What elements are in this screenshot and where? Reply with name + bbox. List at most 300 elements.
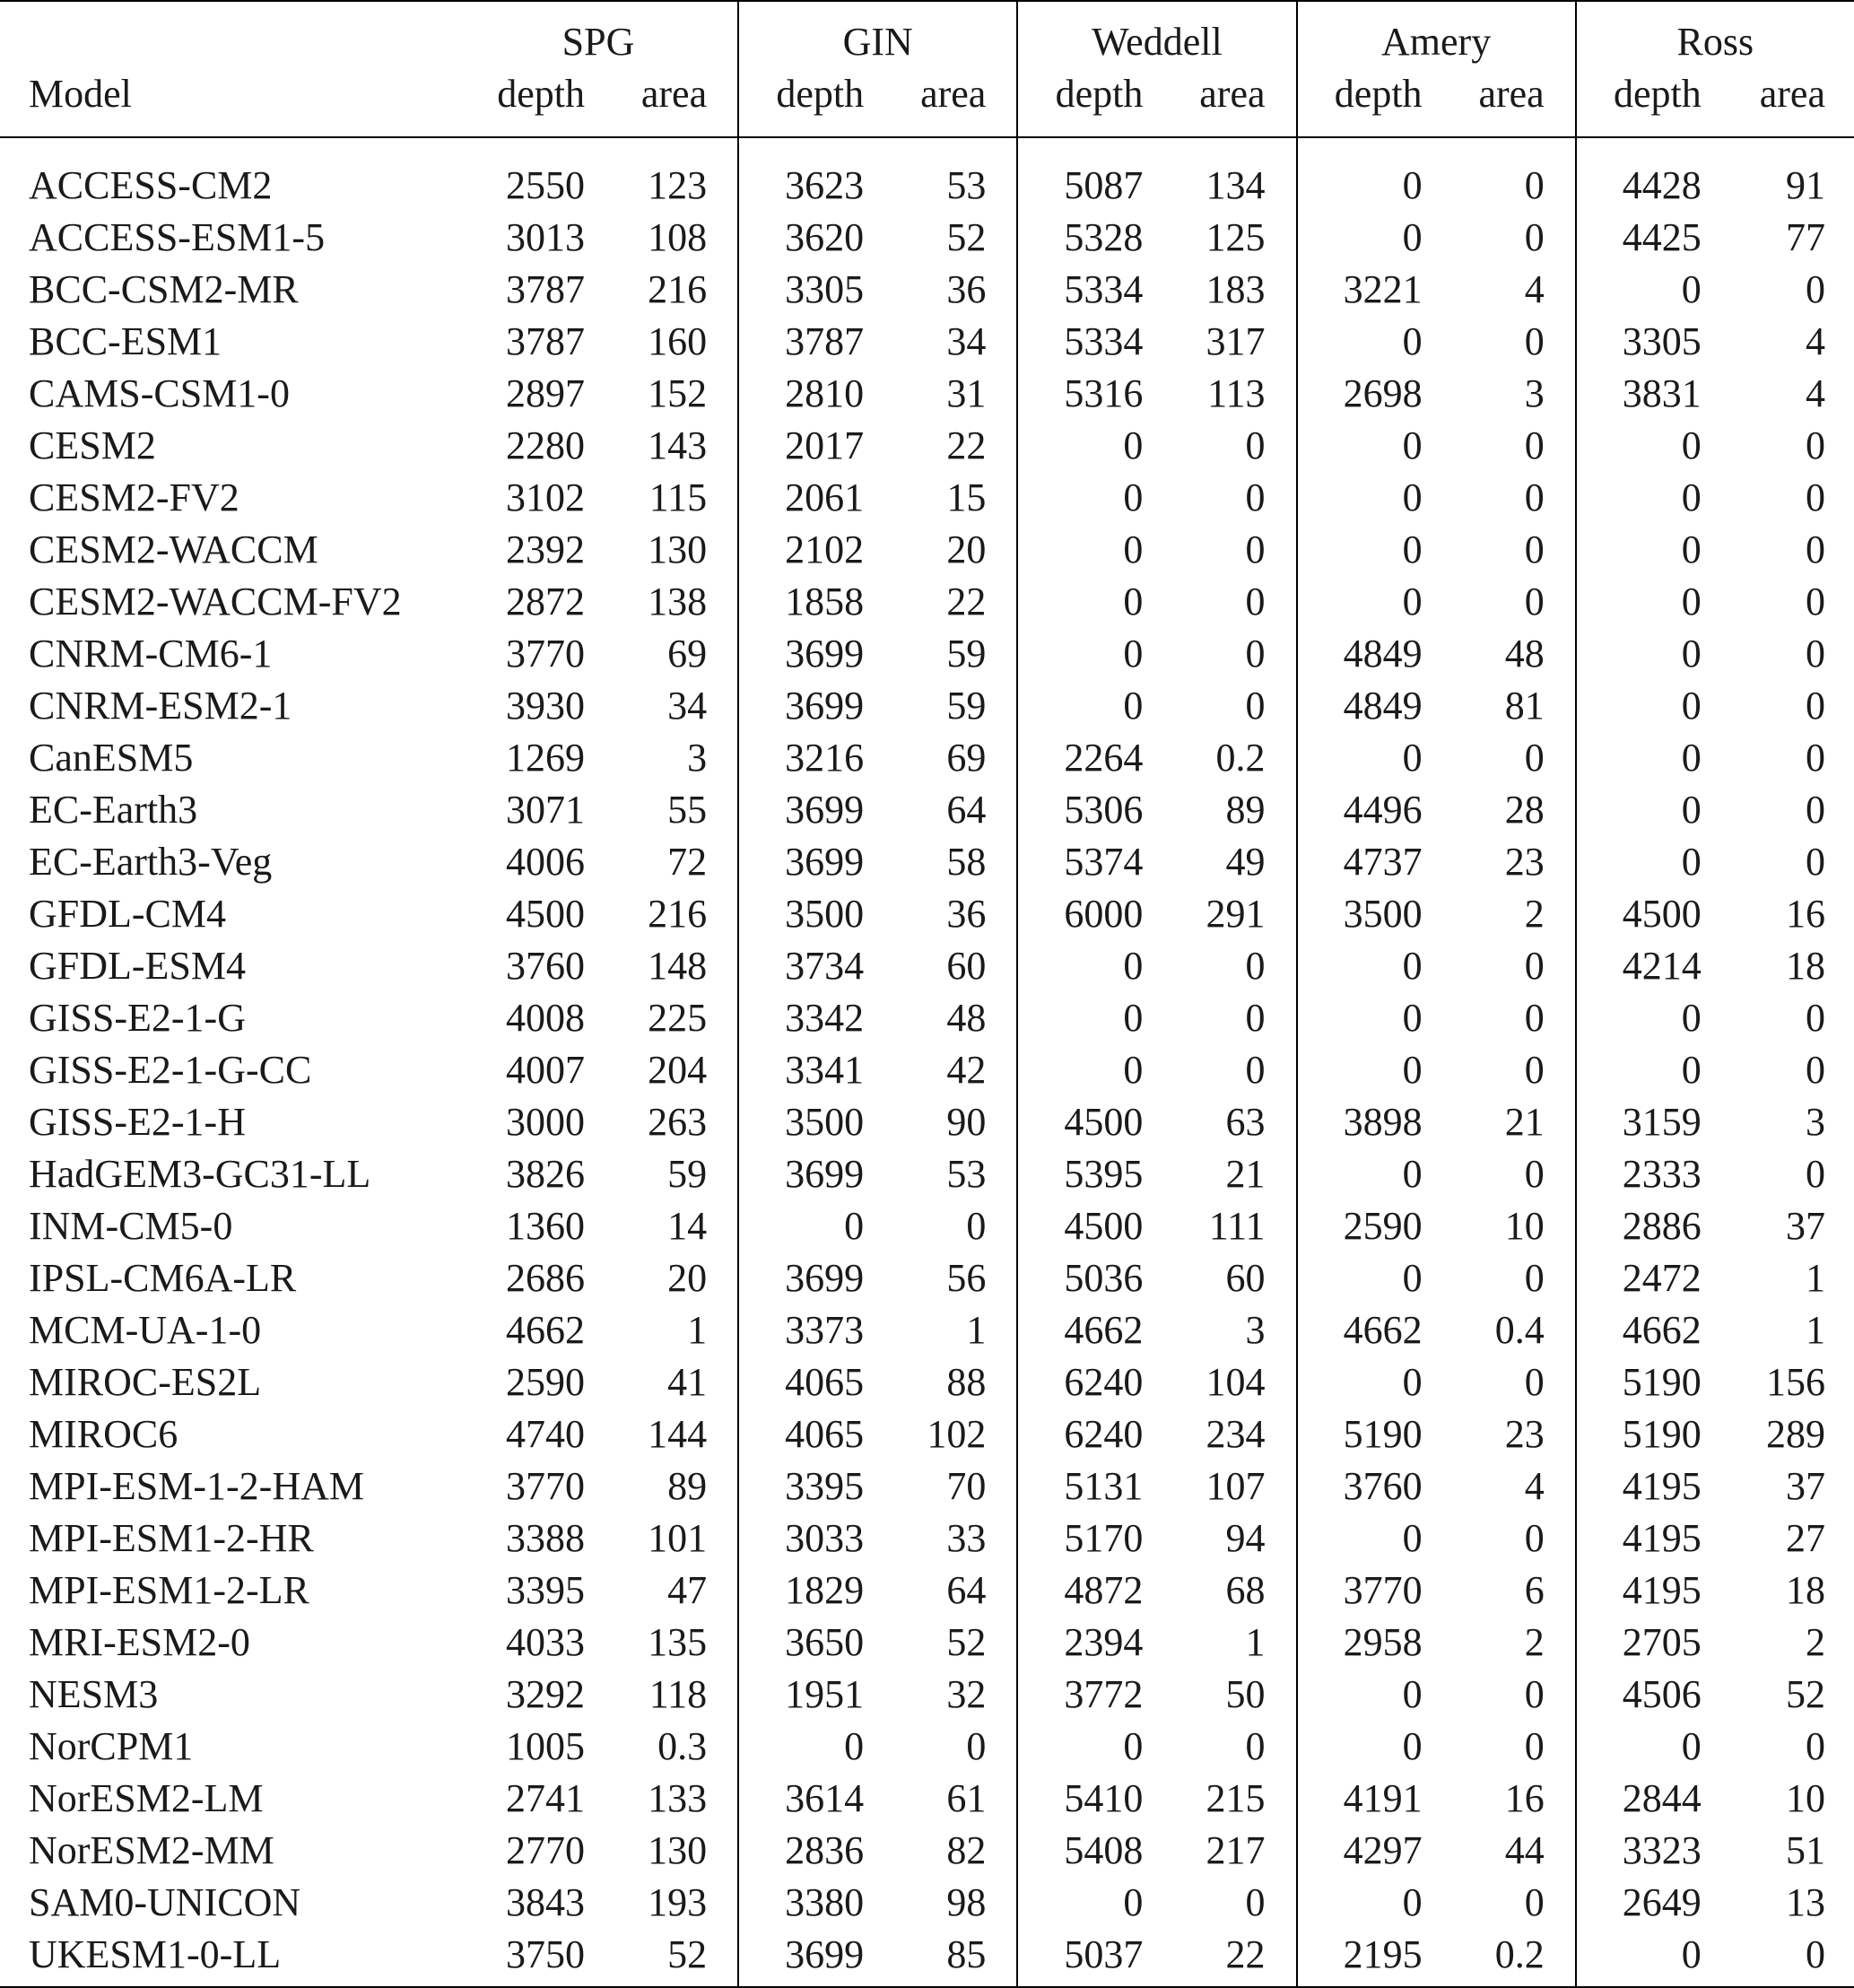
spg-area-cell: 20 [596,1252,738,1304]
amery-depth-cell: 0 [1402,1880,1423,1924]
spg-depth-cell: 2770 [505,1828,585,1872]
amery-area-cell: 0 [1433,576,1576,628]
model-name-cell: MPI-ESM-1-2-HAM [29,1464,364,1508]
spg-depth-cell: 3770 [505,1464,585,1508]
ross-area-cell: 156 [1766,1360,1825,1404]
amery-area-cell: 28 [1433,784,1576,836]
amery-area-cell: 48 [1433,628,1576,680]
gin-area-cell: 0 [875,1721,1017,1773]
gin-depth-header: depth [738,68,875,137]
weddell-depth-cell: 5036 [1064,1256,1144,1300]
spg-area-cell: 123 [596,160,738,212]
gin-depth-cell: 3699 [785,1256,865,1300]
gin-area-cell: 58 [875,836,1017,888]
ross-area-cell: 1 [1806,1256,1825,1300]
model-name-cell: CanESM5 [29,736,194,780]
ross-area-cell: 0 [1806,475,1825,519]
gin-depth-cell: 3500 [785,892,865,936]
gin-depth-cell: 2061 [785,475,865,519]
gin-depth-cell: 2836 [785,1828,865,1872]
gin-depth-cell: 2810 [785,371,865,415]
gin-area-cell: 59 [875,680,1017,732]
ross-depth-cell: 2705 [1622,1620,1702,1664]
weddell-area-cell: 234 [1153,1408,1296,1460]
ross-depth-cell: 3831 [1622,371,1702,415]
amery-depth-cell: 0 [1402,1516,1423,1560]
weddell-area-cell: 49 [1153,836,1296,888]
spg-depth-cell: 4740 [505,1412,585,1456]
ross-depth-cell: 2649 [1622,1880,1702,1924]
amery-area-cell: 0 [1433,992,1576,1044]
gin-depth-cell: 3620 [785,215,865,259]
ross-area-cell: 37 [1786,1204,1825,1248]
weddell-depth-cell: 5037 [1017,1929,1153,1987]
amery-depth-cell: 0 [1402,163,1423,207]
amery-area-cell: 0 [1433,1877,1576,1929]
table-row [0,1148,1854,1200]
amery-depth-cell: 0 [1402,944,1423,988]
region-header-amery: Amery [1297,1,1576,68]
table-row [0,420,1854,472]
weddell-depth-cell: 4500 [1064,1100,1144,1144]
ross-depth-cell: 0 [1576,1929,1712,1987]
amery-area-cell: 0 [1433,1252,1576,1304]
weddell-depth-cell: 4662 [1064,1308,1144,1352]
gin-depth-cell: 3699 [738,1929,875,1987]
ross-area-cell: 91 [1786,163,1825,207]
weddell-area-cell: 21 [1153,1148,1296,1200]
spg-depth-cell: 3292 [505,1672,585,1716]
amery-depth-cell: 0 [1402,528,1423,571]
model-name-cell: NESM3 [29,1672,159,1716]
spg-depth-cell: 2741 [505,1776,585,1820]
amery-depth-cell: 2958 [1343,1620,1423,1664]
model-name-cell: EC-Earth3-Veg [29,840,273,884]
ross-depth-cell: 0 [1681,475,1702,519]
gin-depth-cell: 4065 [785,1360,865,1404]
table-row [0,1252,1854,1304]
spg-area-cell: 47 [596,1565,738,1617]
amery-area-cell: 4 [1433,264,1576,316]
weddell-depth-cell: 0 [1123,684,1144,728]
table-row [0,1304,1854,1356]
spg-area-cell: 72 [596,836,738,888]
ross-area-cell: 52 [1786,1672,1825,1716]
weddell-area-cell: 60 [1153,1252,1296,1304]
weddell-depth-header: depth [1017,68,1153,137]
table-row [0,264,1854,316]
spg-area-cell: 0.3 [596,1721,738,1773]
weddell-depth-cell: 0 [1123,1880,1144,1924]
model-name-cell: ACCESS-ESM1-5 [29,215,326,259]
gin-depth-cell: 3650 [785,1620,865,1664]
gin-area-cell: 36 [875,264,1017,316]
ross-area-cell: 18 [1786,1568,1825,1612]
table-row [0,1721,1854,1773]
weddell-depth-cell: 2394 [1064,1620,1144,1664]
ross-depth-cell: 5190 [1622,1412,1702,1456]
spg-area-cell: 89 [596,1460,738,1513]
ross-area-cell: 0 [1806,736,1825,780]
weddell-depth-cell: 0 [1123,1048,1144,1092]
amery-depth-cell: 0 [1402,1048,1423,1092]
ross-depth-cell: 4195 [1622,1516,1702,1560]
table-row [0,940,1854,992]
model-name-cell: NorESM2-LM [29,1776,264,1820]
gin-area-cell: 22 [875,576,1017,628]
model-name-cell: CESM2-WACCM [29,528,318,571]
model-name-cell: GISS-E2-1-G-CC [29,1048,312,1092]
table-row [0,628,1854,680]
model-name-cell: BCC-CSM2-MR [29,267,299,311]
weddell-area-cell: 1 [1153,1617,1296,1669]
region-header-row [0,1,1854,68]
weddell-area-cell: 63 [1153,1096,1296,1148]
model-name-cell: CESM2-FV2 [29,475,239,519]
region-header-ross: Ross [1576,1,1854,68]
region-header-gin: GIN [738,1,1017,68]
header-blank [0,1,459,68]
amery-area-cell: 0 [1433,732,1576,784]
table-header [0,1,1854,160]
amery-depth-cell: 3770 [1343,1568,1423,1612]
amery-area-cell: 0.4 [1433,1304,1576,1356]
gin-area-cell: 33 [875,1513,1017,1565]
ross-area-cell: 37 [1786,1464,1825,1508]
table-row [0,1877,1854,1929]
gin-depth-cell: 3500 [785,1100,865,1144]
subheader-row [0,68,1854,137]
amery-area-header: area [1433,68,1576,137]
ross-area-cell: 0 [1806,267,1825,311]
gin-area-cell: 61 [875,1773,1017,1825]
ross-area-cell: 0 [1806,1152,1825,1196]
ross-area-cell: 289 [1766,1412,1825,1456]
table-row [0,732,1854,784]
weddell-area-cell: 183 [1153,264,1296,316]
amery-area-cell: 10 [1433,1200,1576,1252]
weddell-depth-cell: 5334 [1064,267,1144,311]
weddell-area-cell: 22 [1153,1929,1296,1987]
weddell-area-cell: 0 [1153,576,1296,628]
model-name-cell: CESM2-WACCM-FV2 [29,580,402,623]
ross-area-cell: 4 [1806,371,1825,415]
gin-area-cell: 69 [875,732,1017,784]
gin-depth-cell: 3395 [785,1464,865,1508]
ross-depth-cell: 0 [1681,788,1702,832]
ross-depth-cell: 3323 [1622,1828,1702,1872]
weddell-depth-cell: 5316 [1064,371,1144,415]
spg-area-cell: 204 [596,1044,738,1096]
amery-area-cell: 0 [1433,1044,1576,1096]
amery-depth-cell: 4191 [1343,1776,1423,1820]
region-header-spg: SPG [459,1,738,68]
gin-depth-cell: 3614 [785,1776,865,1820]
gin-depth-cell: 3380 [785,1880,865,1924]
gin-depth-cell: 0 [844,1204,865,1248]
amery-area-cell: 3 [1433,368,1576,420]
model-name-cell: NorCPM1 [29,1724,194,1768]
gin-depth-cell: 1829 [785,1568,865,1612]
gin-area-cell: 53 [875,160,1017,212]
weddell-area-cell: 50 [1153,1669,1296,1721]
table-row [0,1044,1854,1096]
weddell-depth-cell: 0 [1123,475,1144,519]
weddell-depth-cell: 4872 [1064,1568,1144,1612]
ross-depth-cell: 4662 [1622,1308,1702,1352]
gin-area-cell: 32 [875,1669,1017,1721]
model-name-cell: ACCESS-CM2 [29,163,273,207]
weddell-area-cell: 0 [1153,940,1296,992]
ross-area-cell: 10 [1786,1776,1825,1820]
spg-depth-cell: 4008 [505,996,585,1040]
spg-area-cell: 133 [596,1773,738,1825]
amery-area-cell: 0 [1433,940,1576,992]
spg-area-cell: 152 [596,368,738,420]
table-row [0,992,1854,1044]
ross-area-cell: 0 [1806,423,1825,467]
ross-area-cell: 0 [1806,996,1825,1040]
gin-depth-cell: 3623 [785,163,865,207]
spg-depth-cell: 3760 [505,944,585,988]
weddell-depth-cell: 2264 [1064,736,1144,780]
ross-area-cell: 0 [1806,684,1825,728]
spg-area-cell: 216 [596,888,738,940]
weddell-area-cell: 89 [1153,784,1296,836]
ross-depth-cell: 2472 [1622,1256,1702,1300]
spg-area-cell: 143 [596,420,738,472]
weddell-area-cell: 0 [1153,1721,1296,1773]
gin-area-cell: 48 [875,992,1017,1044]
spg-area-cell: 41 [596,1356,738,1408]
spg-depth-cell: 2872 [505,580,585,623]
gin-area-cell: 90 [875,1096,1017,1148]
gin-depth-cell: 3699 [785,684,865,728]
weddell-area-cell: 0 [1153,680,1296,732]
ross-depth-cell: 3159 [1622,1100,1702,1144]
table-row [0,1669,1854,1721]
gin-depth-cell: 4065 [785,1412,865,1456]
table-row [0,368,1854,420]
gin-area-cell: 85 [875,1929,1017,1987]
amery-depth-cell: 4496 [1343,788,1423,832]
amery-depth-cell: 2698 [1343,371,1423,415]
amery-area-cell: 0 [1433,524,1576,576]
spg-area-cell: 101 [596,1513,738,1565]
ross-area-cell: 0 [1806,1048,1825,1092]
ross-area-cell: 4 [1806,319,1825,363]
ross-depth-header: depth [1576,68,1712,137]
spg-area-cell: 1 [596,1304,738,1356]
model-name-cell: IPSL-CM6A-LR [29,1256,297,1300]
weddell-area-cell: 215 [1153,1773,1296,1825]
amery-area-cell: 6 [1433,1565,1576,1617]
spg-area-cell: 193 [596,1877,738,1929]
weddell-area-cell: 0.2 [1153,732,1296,784]
ross-depth-cell: 2333 [1622,1152,1702,1196]
spg-depth-cell: 2392 [505,528,585,571]
table-row [0,1825,1854,1877]
weddell-area-cell: 0 [1153,524,1296,576]
gin-depth-cell: 3341 [785,1048,865,1092]
gin-area-cell: 52 [875,1617,1017,1669]
weddell-depth-cell: 4500 [1064,1204,1144,1248]
gin-depth-cell: 3216 [785,736,865,780]
amery-area-cell: 0.2 [1433,1929,1576,1987]
weddell-depth-cell: 0 [1123,1724,1144,1768]
ross-depth-cell: 4195 [1622,1568,1702,1612]
gin-area-cell: 82 [875,1825,1017,1877]
amery-depth-cell: 2590 [1343,1204,1423,1248]
amery-area-cell: 0 [1433,1513,1576,1565]
model-name-cell: GISS-E2-1-G [29,996,246,1040]
amery-area-cell: 21 [1433,1096,1576,1148]
amery-depth-cell: 4297 [1343,1828,1423,1872]
gin-depth-cell: 0 [844,1724,865,1768]
spg-depth-cell: 2897 [505,371,585,415]
weddell-area-header: area [1153,68,1296,137]
spg-depth-cell: 3013 [505,215,585,259]
weddell-depth-cell: 5306 [1064,788,1144,832]
gin-depth-cell: 3305 [785,267,865,311]
table-row [0,680,1854,732]
ross-depth-cell: 0 [1681,267,1702,311]
weddell-area-cell: 134 [1153,160,1296,212]
ross-depth-cell: 2844 [1622,1776,1702,1820]
amery-area-cell: 0 [1433,316,1576,368]
ross-depth-cell: 4214 [1622,944,1702,988]
spg-depth-cell: 3000 [505,1100,585,1144]
spg-area-cell: 138 [596,576,738,628]
gin-depth-cell: 3699 [785,788,865,832]
gin-area-cell: 70 [875,1460,1017,1513]
gin-area-cell: 31 [875,368,1017,420]
model-name-cell: CAMS-CSM1-0 [29,371,290,415]
spg-depth-cell: 3071 [505,788,585,832]
spg-area-cell: 55 [596,784,738,836]
spg-area-cell: 52 [596,1929,738,1987]
amery-area-cell: 16 [1433,1773,1576,1825]
spg-area-cell: 144 [596,1408,738,1460]
model-name-cell: BCC-ESM1 [29,319,222,363]
ross-depth-cell: 4500 [1622,892,1702,936]
model-name-cell: CNRM-ESM2-1 [29,684,292,728]
ross-area-cell: 0 [1806,840,1825,884]
weddell-area-cell: 94 [1153,1513,1296,1565]
spg-depth-cell: 3750 [459,1929,596,1987]
gin-depth-cell: 3033 [785,1516,865,1560]
model-name-cell: SAM0-UNICON [29,1880,301,1924]
table-row [0,524,1854,576]
spg-area-cell: 14 [596,1200,738,1252]
weddell-area-cell: 0 [1153,420,1296,472]
ross-depth-cell: 0 [1681,840,1702,884]
weddell-depth-cell: 5087 [1064,163,1144,207]
gin-area-cell: 0 [875,1200,1017,1252]
ross-depth-cell: 0 [1681,632,1702,676]
weddell-area-cell: 113 [1153,368,1296,420]
amery-depth-cell: 4737 [1343,840,1423,884]
weddell-depth-cell: 5408 [1064,1828,1144,1872]
gin-depth-cell: 2017 [785,423,865,467]
weddell-depth-cell: 0 [1123,528,1144,571]
gin-area-cell: 42 [875,1044,1017,1096]
ross-area-cell: 2 [1806,1620,1825,1664]
spg-area-header: area [596,68,738,137]
amery-area-cell: 0 [1433,1148,1576,1200]
gin-area-cell: 64 [875,784,1017,836]
amery-depth-cell: 2195 [1297,1929,1433,1987]
gin-area-header: area [875,68,1017,137]
spg-depth-cell: 4500 [505,892,585,936]
gin-depth-cell: 3787 [785,319,865,363]
amery-depth-cell: 0 [1402,996,1423,1040]
amery-depth-cell: 0 [1402,1256,1423,1300]
amery-depth-cell: 4849 [1343,632,1423,676]
ross-area-cell: 0 [1806,528,1825,571]
amery-depth-cell: 0 [1402,475,1423,519]
weddell-area-cell: 291 [1153,888,1296,940]
spg-area-cell: 148 [596,940,738,992]
amery-area-cell: 0 [1433,1356,1576,1408]
ross-area-cell: 0 [1806,632,1825,676]
amery-area-cell: 0 [1433,420,1576,472]
ross-area-cell: 13 [1786,1880,1825,1924]
gin-area-cell: 20 [875,524,1017,576]
ross-depth-cell: 4428 [1622,163,1702,207]
spg-depth-cell: 3826 [505,1152,585,1196]
weddell-depth-cell: 6000 [1064,892,1144,936]
table-row [0,1460,1854,1513]
weddell-depth-cell: 5410 [1064,1776,1144,1820]
amery-area-cell: 23 [1433,836,1576,888]
amery-depth-cell: 3760 [1343,1464,1423,1508]
amery-depth-cell: 3898 [1343,1100,1423,1144]
ross-area-cell: 0 [1806,788,1825,832]
amery-area-cell: 0 [1433,212,1576,264]
weddell-area-cell: 68 [1153,1565,1296,1617]
weddell-depth-cell: 5395 [1064,1152,1144,1196]
table-row [0,1408,1854,1460]
amery-depth-cell: 0 [1402,215,1423,259]
amery-depth-cell: 0 [1402,1672,1423,1716]
gin-depth-cell: 3342 [785,996,865,1040]
spg-depth-cell: 3770 [505,632,585,676]
amery-area-cell: 0 [1433,472,1576,524]
gin-area-cell: 60 [875,940,1017,992]
weddell-depth-cell: 0 [1123,996,1144,1040]
spg-area-cell: 160 [596,316,738,368]
model-column-header: Model [0,68,459,137]
weddell-depth-cell: 0 [1123,423,1144,467]
table-row [0,1356,1854,1408]
region-header-weddell: Weddell [1017,1,1296,68]
table-row [0,316,1854,368]
spg-depth-cell: 4033 [505,1620,585,1664]
model-name-cell: GISS-E2-1-H [29,1100,246,1144]
spg-area-cell: 118 [596,1669,738,1721]
spg-area-cell: 34 [596,680,738,732]
gin-area-cell: 15 [875,472,1017,524]
model-name-cell: MPI-ESM1-2-HR [29,1516,314,1560]
weddell-depth-cell: 6240 [1064,1360,1144,1404]
gin-depth-cell: 3373 [785,1308,865,1352]
table-row [0,784,1854,836]
ross-area-cell: 3 [1806,1100,1825,1144]
gin-area-cell: 102 [875,1408,1017,1460]
spg-area-cell: 130 [596,524,738,576]
spg-area-cell: 263 [596,1096,738,1148]
